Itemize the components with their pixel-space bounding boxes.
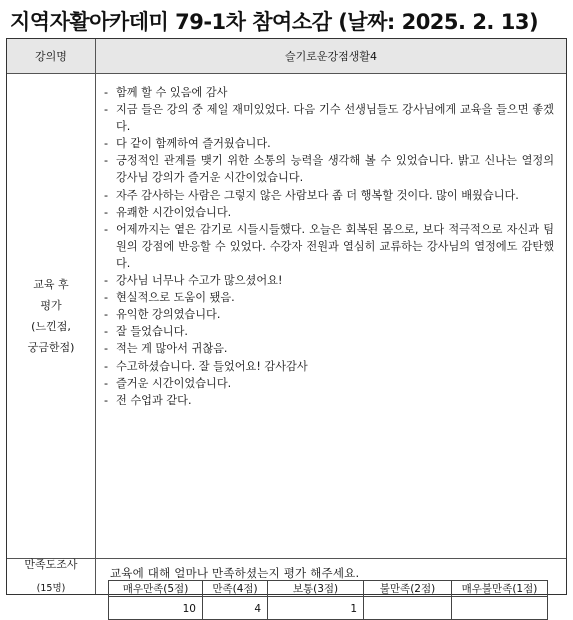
evaluation-label-line: 교육 후: [33, 278, 69, 291]
count-cell: 4: [203, 597, 268, 620]
comment-item: - 잘 들었습니다.: [104, 323, 554, 340]
column-header: 매우불만족(1점): [452, 581, 548, 597]
comment-item: - 지금 들은 강의 중 제일 재미있었다. 다음 기수 선생님들도 강사님에게 교육을 들으면 좋겠다.: [104, 101, 554, 135]
count-cell: 10: [109, 597, 203, 620]
page-title: 지역자활아카데미 79-1차 참여소감 (날짜: 2025. 2. 13): [10, 10, 539, 34]
comment-item: - 적는 게 많아서 귀찮음.: [104, 340, 554, 357]
column-header: 만족(4점): [203, 581, 268, 597]
comment-item: - 수고하셨습니다. 잘 들었어요! 감사감사: [104, 358, 554, 375]
report-table: [6, 38, 567, 615]
column-header: 매우만족(5점): [109, 581, 203, 597]
evaluation-comments: [96, 74, 566, 559]
comment-item: - 강사님 너무나 수고가 많으셨어요!: [104, 272, 554, 289]
respondent-count: (15명): [36, 582, 66, 594]
column-header: 보통(3점): [268, 581, 364, 597]
evaluation-label-line: 궁금한점): [27, 341, 75, 354]
comment-item: - 함께 할 수 있음에 감사: [104, 84, 554, 101]
satisfaction-survey: [96, 559, 566, 615]
evaluation-label: [7, 74, 96, 559]
comment-list: [104, 84, 554, 409]
comment-item: - 자주 감사하는 사람은 그렇지 않은 사람보다 좀 더 행복할 것이다. 많이 배웠습니다.: [104, 187, 554, 204]
comment-item: - 유쾌한 시간이었습니다.: [104, 204, 554, 221]
column-header: 불만족(2점): [364, 581, 452, 597]
comment-item: - 유익한 강의였습니다.: [104, 306, 554, 323]
comment-item: - 전 수업과 같다.: [104, 392, 554, 409]
comment-item: - 다 같이 함께하여 즐거웠습니다.: [104, 135, 554, 152]
satisfaction-title: 만족도조사: [24, 557, 78, 571]
comment-item: - 즐거운 시간이었습니다.: [104, 375, 554, 392]
survey-question: 교육에 대해 얼마나 만족하셨는지 평가 해주세요.: [110, 566, 360, 580]
comment-item: - 어제까지는 옅은 감기로 시들시들했다. 오늘은 회복된 몸으로, 보다 적극적으로 자신과 팀원의 강점에 반응할 수 있었다. 수강자 전원과 열심히 교류하는 강사님의 열정에도 감탄했다.: [104, 221, 554, 272]
count-cell: 1: [268, 597, 364, 620]
lecture-name-label: 강의명: [7, 39, 96, 74]
comment-item: - 현실적으로 도움이 됐음.: [104, 289, 554, 306]
survey-result-table: [108, 580, 548, 620]
lecture-name-value: 슬기로운강점생활4: [96, 39, 566, 74]
survey-header-row: [109, 581, 548, 597]
evaluation-label-line: 평가: [40, 299, 62, 312]
evaluation-label-line: (느낀점,: [31, 320, 71, 333]
satisfaction-label: [7, 559, 96, 594]
comment-item: - 긍정적인 관계를 맺기 위한 소통의 능력을 생각해 볼 수 있었습니다. 밝고 신나는 열정의 강사님 강의가 즐거운 시간이었습니다.: [104, 152, 554, 186]
